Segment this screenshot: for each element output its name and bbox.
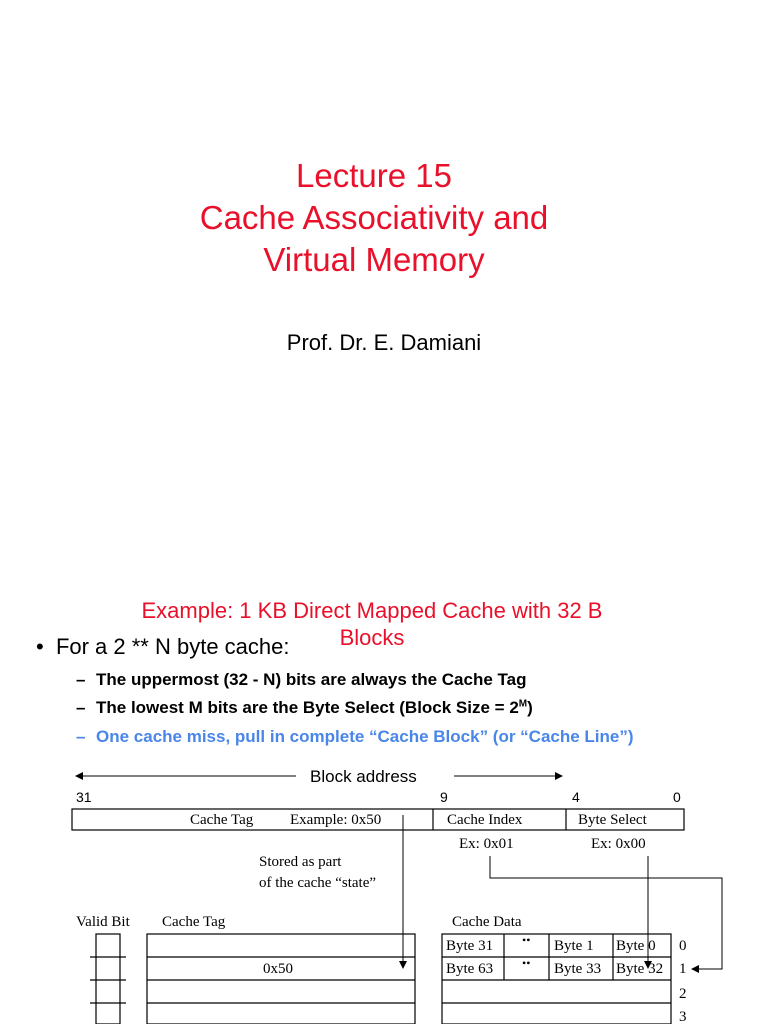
data-cell: Byte 32 [616,961,664,977]
sub-item-text: One cache miss, pull in complete “Cache Block” (or “Cache Line”) [96,727,634,746]
row-index-3: 3 [679,1009,687,1025]
dash: – [76,698,86,717]
data-ellipsis: •• [522,956,531,970]
data-cell: Byte 0 [616,938,656,954]
lecture-title-line2: Virtual Memory [263,241,485,278]
bullet-text: For a 2 ** N byte cache: [55,634,290,659]
sub-item-text: The lowest M bits are the Byte Select (Block Size = 2 [96,698,519,717]
tag-value: 0x50 [263,961,293,977]
lecture-number: Lecture 15 [296,157,452,194]
row-index-1: 1 [679,961,687,977]
stored-note-line2: of the cache “state” [259,875,377,891]
data-cell: Byte 31 [446,938,494,954]
data-cell: Byte 63 [446,961,494,977]
bit-label-31: 31 [76,789,92,805]
cache-tag-column [147,934,415,1024]
data-cell: Byte 1 [554,938,594,954]
index-example: Ex: 0x01 [459,836,514,852]
row-index-0: 0 [679,938,687,954]
bit-label-4: 4 [572,789,580,805]
data-cell: Byte 33 [554,961,602,977]
row-index-2: 2 [679,986,687,1002]
superscript: M [518,698,528,710]
example-title-line1: Example: 1 KB Direct Mapped Cache with 32 B [141,598,603,623]
dash: – [76,727,86,746]
sub-item-tail: ) [527,698,533,717]
stored-note-line1: Stored as part [259,854,342,870]
field-cache-tag: Cache Tag [190,812,254,828]
example-title-line2: Blocks [339,625,405,650]
cache-data-header: Cache Data [452,914,522,930]
sub-item-text: The uppermost (32 - N) bits are always the Cache Tag [96,670,527,689]
bullet-dot: • [36,634,56,659]
author: Prof. Dr. E. Damiani [286,330,482,355]
field-byte-select: Byte Select [578,812,647,828]
bit-label-0: 0 [673,789,681,805]
field-tag-example: Example: 0x50 [290,812,382,828]
dash: – [76,670,86,689]
index-arrow [490,856,722,969]
byte-example: Ex: 0x00 [591,836,646,852]
block-address-label: Block address [310,767,417,786]
field-cache-index: Cache Index [447,812,523,828]
data-ellipsis: •• [522,933,531,947]
valid-bit-header: Valid Bit [76,914,130,930]
bit-label-9: 9 [440,789,448,805]
cache-tag-header: Cache Tag [162,914,226,930]
lecture-title-line1: Cache Associativity and [199,199,549,236]
valid-bit-column [96,934,120,1024]
